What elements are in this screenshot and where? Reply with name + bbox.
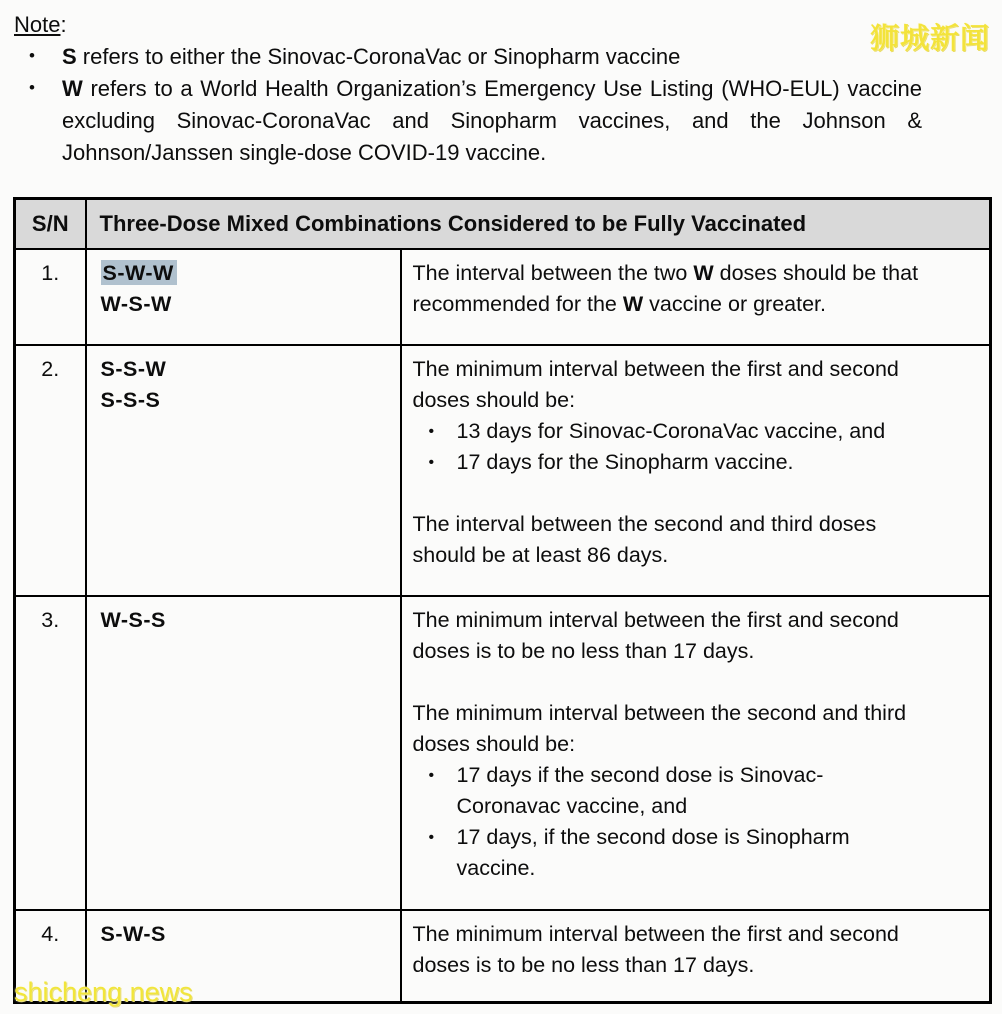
text-segment: doses should be that recommended for the [412,260,919,316]
description-paragraph [413,919,925,981]
blank-line [413,667,925,698]
sn-cell: 2. [15,345,86,596]
table-header-row [15,199,991,249]
bullet-dot-icon: • [428,766,435,784]
combination-code: S-S-S [100,387,161,412]
text-segment: W [693,260,714,285]
text-segment: refers to a World Health Organization’s Emergency Use Listing (WHO-EUL) vaccine excluding Sinovac-CoronaVac and Sinopharm vaccines, and the Johnson & Johnson/Janssen single-dose COVID-19 vaccine. [62,76,922,165]
note-section [14,9,988,169]
description-content [413,354,925,571]
text-segment: 17 days for the Sinopharm vaccine. [456,449,794,474]
text-segment: The interval between the two [412,260,694,285]
column-header-sn: S/N [15,199,86,249]
combination-cell [86,596,401,910]
combination-code: S-S-W [100,356,167,381]
text-segment: S [62,44,77,69]
combination-code: W-S-S [100,607,166,632]
description-paragraph [413,258,925,320]
text-segment: The interval between the second and third doses should be at least 86 days. [412,511,877,567]
description-bullet [413,416,925,447]
sn-cell: 1. [15,249,86,345]
highlighted-text: S-W-W [101,260,177,285]
column-header-title: Three-Dose Mixed Combinations Considered to be Fully Vaccinated [86,199,991,249]
description-content [413,258,925,320]
bullet-dot-icon: • [428,453,435,471]
combination-code: W-S-W [100,291,172,316]
note-bullet [14,73,922,169]
bullet-dot-icon: • [428,422,435,440]
combination-cell [86,249,401,345]
table-row [15,596,991,910]
description-paragraph [413,698,925,760]
description-paragraph [413,509,925,571]
sn-cell: 3. [15,596,86,910]
sn-cell: 4. [15,910,86,1003]
description-bullet [413,447,925,478]
note-title [14,9,988,41]
note-colon: : [60,12,67,37]
text-segment: W [62,76,83,101]
watermark-shicheng-logo: 狮城新闻 [869,23,990,55]
combination-cell [86,345,401,596]
note-list [14,41,988,169]
text-segment: 17 days if the second dose is Sinovac-Coronavac vaccine, and [456,762,824,818]
table-row [15,345,991,596]
description-paragraph [413,605,925,667]
description-cell [401,249,991,345]
text-segment: The minimum interval between the first and second doses is to be no less than 17 days. [412,921,899,977]
text-segment: 13 days for Sinovac-CoronaVac vaccine, and [456,418,886,443]
vaccination-combinations-table [13,197,992,1004]
combination-code [101,258,400,289]
text-segment: 17 days, if the second dose is Sinopharm vaccine. [456,824,850,880]
text-segment: W [622,291,644,316]
description-content [413,605,925,884]
bullet-dot-icon: • [29,78,35,97]
blank-line [413,478,925,509]
table-row [15,249,991,345]
description-bullet [413,822,925,884]
watermark-shicheng-news: shicheng.news [14,977,193,1007]
text-segment: The minimum interval between the first and second doses should be: [412,356,899,412]
text-segment: refers to either the Sinovac-CoronaVac or Sinopharm vaccine [76,44,681,69]
note-label: Note [14,12,61,37]
description-cell [401,345,991,596]
description-content [413,919,925,981]
text-segment: The minimum interval between the second and third doses should be: [412,700,907,756]
text-segment: vaccine or greater. [643,291,826,316]
text-segment: The minimum interval between the first and second doses is to be no less than 17 days. [412,607,899,663]
bullet-dot-icon: • [29,46,35,65]
bullet-dot-icon: • [428,828,435,846]
description-paragraph [413,354,925,416]
description-bullet [413,760,925,822]
description-cell [401,596,991,910]
combination-code: S-W-S [100,921,166,946]
description-cell [401,910,991,1003]
note-bullet [14,41,922,73]
